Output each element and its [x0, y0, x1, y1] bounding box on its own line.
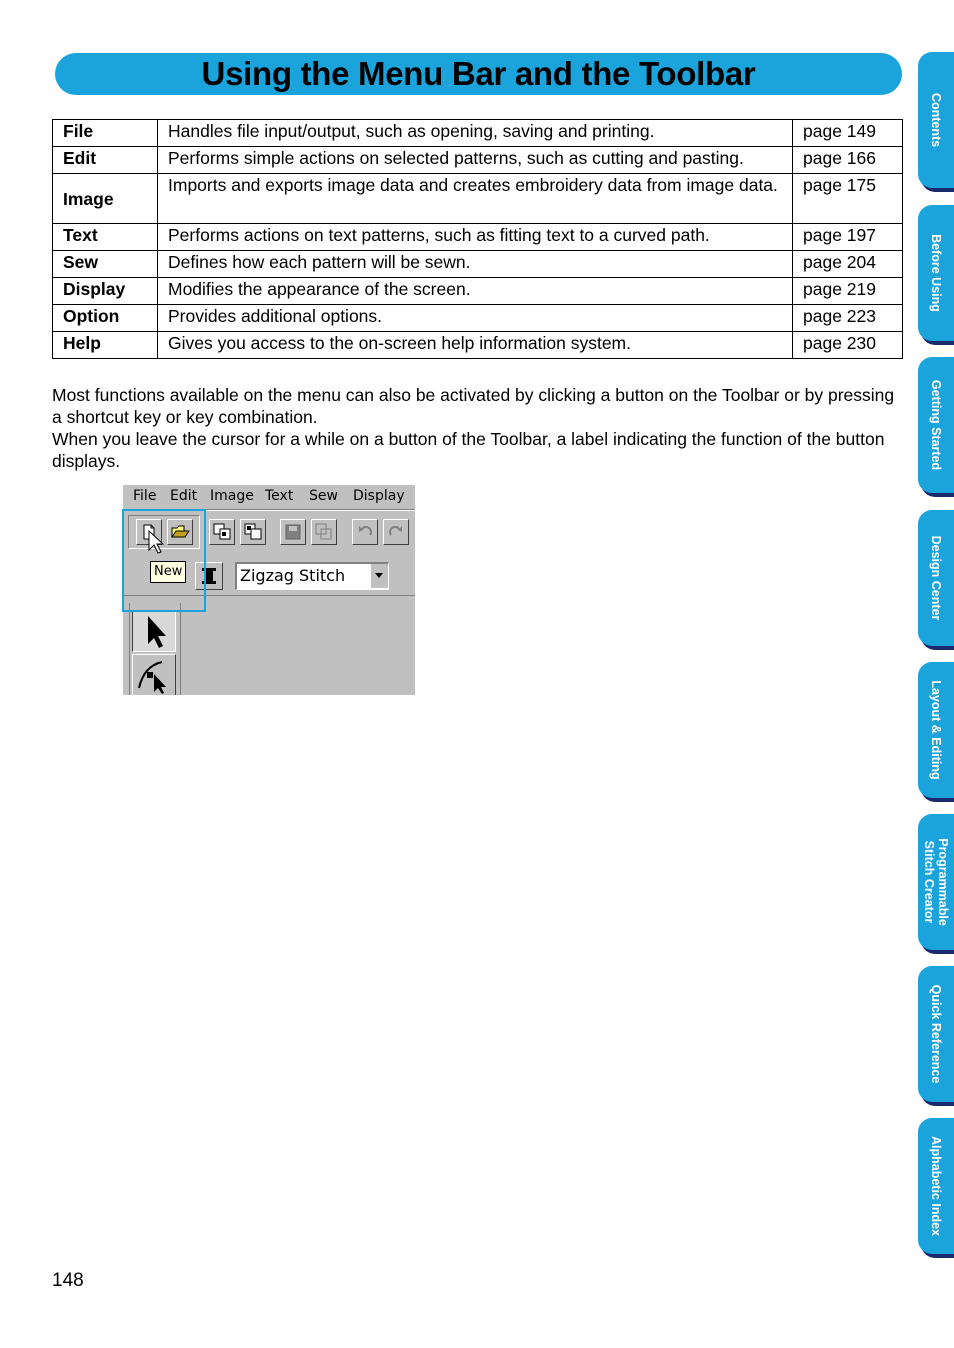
select-tool-button[interactable]	[132, 610, 176, 652]
tooltip-text: New	[154, 564, 183, 579]
page-ref: page 149	[793, 120, 903, 147]
menu-name: Display	[53, 278, 158, 305]
menu-sew[interactable]: Sew	[309, 488, 338, 504]
menu-bar	[123, 485, 415, 509]
tab-label: Before Using	[929, 234, 943, 312]
paragraph: When you leave the cursor for a while on a button of the Toolbar, a label indicating the function of the button displays.	[52, 429, 885, 471]
stitch-type-value: Zigzag Stitch	[240, 566, 346, 585]
export-icon	[244, 523, 264, 541]
tab-label: Contents	[929, 92, 943, 148]
page-title: Using the Menu Bar and the Toolbar	[201, 55, 756, 92]
page-ref: page 166	[793, 147, 903, 174]
menu-name: Text	[53, 224, 158, 251]
save-as-icon	[315, 523, 333, 541]
page-number: 148	[52, 1270, 84, 1291]
paragraph: Most functions available on the menu can also be activated by clicking a button on the Toolbar or by pressing a shortcut key or key combination.	[52, 385, 895, 427]
menu-description: Handles file input/output, such as opening, saving and printing.	[158, 120, 793, 147]
menu-name: Image	[53, 174, 158, 224]
tab-quick-reference[interactable]	[918, 966, 954, 1102]
tab-programmable-stitch-creator[interactable]	[918, 814, 954, 950]
tab-label: Programmable Stitch Creator	[922, 838, 950, 926]
menu-description: Performs simple actions on selected patterns, such as cutting and pasting.	[158, 147, 793, 174]
tab-contents[interactable]	[918, 52, 954, 188]
menu-display[interactable]: Display	[353, 488, 405, 504]
menu-description: Gives you access to the on-screen help information system.	[158, 332, 793, 359]
point-edit-tool-button[interactable]	[132, 654, 176, 695]
tab-before-using[interactable]	[918, 205, 954, 341]
table-row	[53, 147, 903, 174]
menu-name: Sew	[53, 251, 158, 278]
title-banner	[55, 53, 902, 95]
tab-getting-started[interactable]	[918, 357, 954, 493]
stitch-type-select[interactable]	[235, 562, 389, 590]
menu-text[interactable]: Text	[265, 488, 294, 504]
menu-description: Performs actions on text patterns, such as fitting text to a curved path.	[158, 224, 793, 251]
import-icon	[213, 523, 233, 541]
tab-label: Quick Reference	[929, 984, 943, 1084]
export-button[interactable]	[240, 519, 266, 545]
save-as-button[interactable]	[311, 519, 337, 545]
menu-image[interactable]: Image	[210, 488, 254, 504]
menu-name: Edit	[53, 147, 158, 174]
table-row	[53, 332, 903, 359]
menu-description: Defines how each pattern will be sewn.	[158, 251, 793, 278]
menu-file[interactable]: File	[133, 488, 157, 504]
body-text	[52, 384, 907, 472]
tab-label: Getting Started	[929, 379, 943, 471]
point-edit-icon	[136, 658, 170, 694]
tab-layout-editing[interactable]	[918, 662, 954, 798]
page-ref: page 230	[793, 332, 903, 359]
tab-label: Design Center	[929, 535, 943, 621]
menu-name: Help	[53, 332, 158, 359]
tab-design-center[interactable]	[918, 510, 954, 646]
menu-description: Imports and exports image data and creates embroidery data from image data.	[158, 174, 793, 224]
undo-button[interactable]	[352, 519, 378, 545]
table-row	[53, 305, 903, 332]
undo-icon	[356, 523, 374, 541]
page-ref: page 197	[793, 224, 903, 251]
table-row	[53, 251, 903, 278]
menu-description: Modifies the appearance of the screen.	[158, 278, 793, 305]
redo-icon	[387, 523, 405, 541]
dropdown-button[interactable]	[370, 564, 388, 588]
menu-table	[52, 119, 903, 359]
page-ref: page 204	[793, 251, 903, 278]
table-row	[53, 224, 903, 251]
tab-alphabetic-index[interactable]	[918, 1118, 954, 1254]
tab-label: Alphabetic Index	[929, 1135, 943, 1237]
import-button[interactable]	[209, 519, 235, 545]
tab-label: Layout & Editing	[929, 680, 943, 780]
arrow-pointer-icon	[136, 614, 170, 650]
page-ref: page 175	[793, 174, 903, 224]
menu-description: Provides additional options.	[158, 305, 793, 332]
save-disk-icon	[284, 523, 302, 541]
menu-edit[interactable]: Edit	[170, 488, 198, 504]
new-button-highlight	[122, 509, 206, 612]
page-ref: page 223	[793, 305, 903, 332]
table-row	[53, 120, 903, 147]
save-button[interactable]	[280, 519, 306, 545]
table-row	[53, 174, 903, 224]
page-ref: page 219	[793, 278, 903, 305]
table-row	[53, 278, 903, 305]
chevron-down-icon	[371, 564, 387, 586]
menu-name: File	[53, 120, 158, 147]
redo-button[interactable]	[383, 519, 409, 545]
menu-name: Option	[53, 305, 158, 332]
